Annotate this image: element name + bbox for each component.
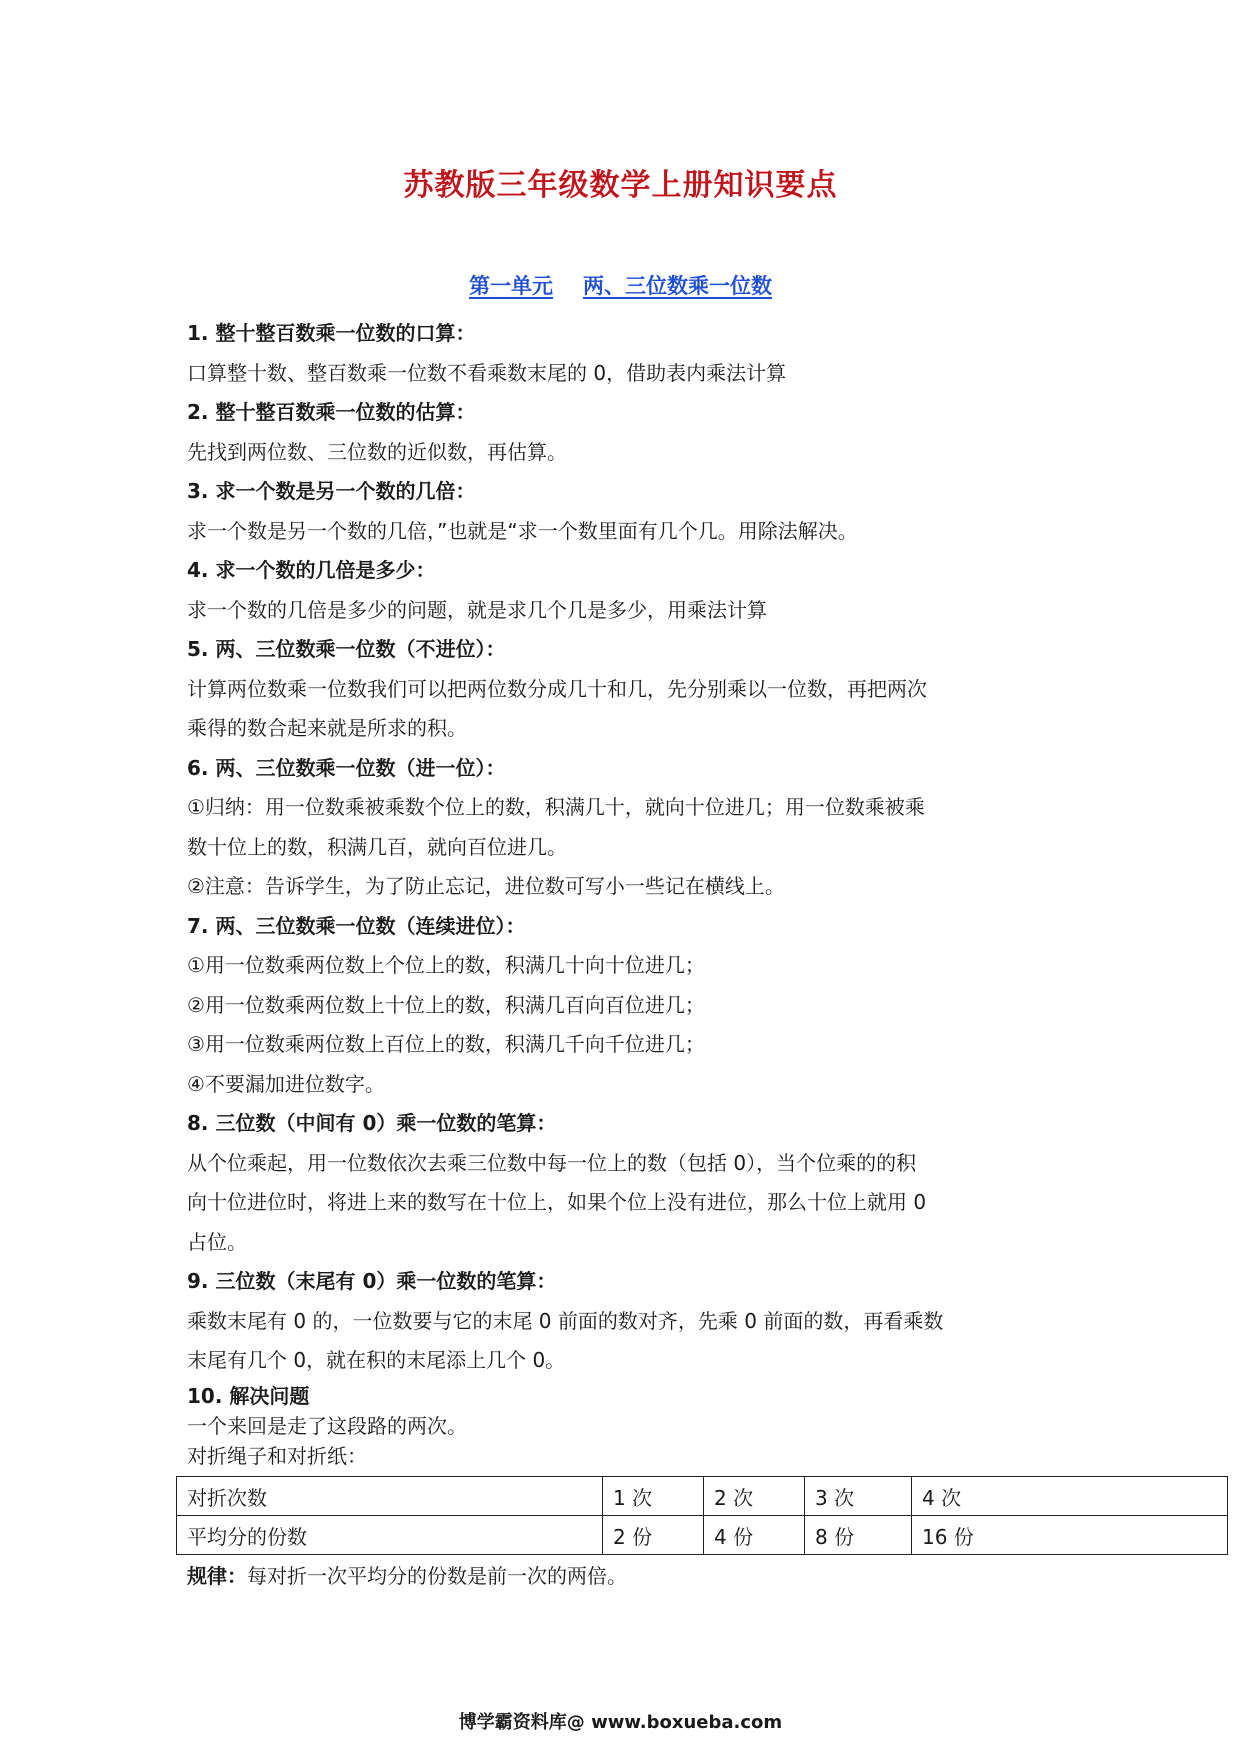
section-text: 从个位乘起，用一位数依次去乘三位数中每一位上的数（包括 0），当个位乘的的积 [187,1150,917,1175]
section-heading-3: 3. 求一个数是另一个数的几倍： [187,479,476,503]
section-text: 数十位上的数，积满几百，就向百位进几。 [187,834,567,859]
section-text: ②注意：告诉学生，为了防止忘记，进位数可写小一些记在横线上。 [187,874,785,898]
section-text: 一个来回是走了这段路的两次。 [187,1413,467,1438]
section-heading-1: 1. 整十整百数乘一位数的口算： [187,321,476,345]
table-cell: 1 次 [603,1477,704,1516]
section-text: 乘数末尾有 0 的，一位数要与它的末尾 0 前面的数对齐，先乘 0 前面的数，再看乘数 [187,1308,944,1333]
section-text: ④不要漏加进位数字。 [187,1071,385,1096]
section-text: 占位。 [187,1229,247,1254]
section-text: 求一个数是另一个数的几倍，”也就是“求一个数里面有几个几。用除法解决。 [187,518,858,543]
unit-name: 两、三位数乘一位数 [583,274,772,298]
section-heading-7: 7. 两、三位数乘一位数（连续进位）： [187,913,526,938]
section-text: 乘得的数合起来就是所求的积。 [187,716,467,740]
section-heading-5: 5. 两、三位数乘一位数（不进位）： [187,637,506,661]
table-cell: 3 次 [805,1477,912,1516]
rule-label: 规律： [187,1564,247,1588]
section-text: ③用一位数乘两位数上百位上的数，积满几千向千位进几； [187,1032,705,1056]
unit-number: 第一单元 [469,274,553,298]
table-row [177,1516,1228,1555]
table-cell: 2 次 [704,1477,805,1516]
document-title: 苏教版三年级数学上册知识要点 [403,168,838,203]
section-text: 对折绳子和对折纸： [187,1443,367,1468]
table-cell: 4 次 [912,1477,1228,1516]
table-cell: 8 份 [805,1516,912,1555]
section-heading-9: 9. 三位数（末尾有 0）乘一位数的笔算： [187,1269,557,1293]
knowledge-points [187,314,1067,1471]
table-row [177,1477,1228,1516]
section-text: 末尾有几个 0，就在积的末尾添上几个 0。 [187,1348,566,1372]
section-heading-8: 8. 三位数（中间有 0）乘一位数的笔算： [187,1111,557,1135]
section-text: 计算两位数乘一位数我们可以把两位数分成几十和几，先分别乘以一位数，再把两次 [187,676,927,701]
section-text: ①归纳：用一位数乘被乘数个位上的数，积满几十，就向十位进几；用一位数乘被乘 [187,795,925,819]
section-text: 向十位进位时，将进上来的数写在十位上，如果个位上没有进位，那么十位上就用 0 [187,1190,927,1214]
table-cell: 对折次数 [177,1477,603,1516]
section-heading-2: 2. 整十整百数乘一位数的估算： [187,400,476,424]
section-text: ①用一位数乘两位数上个位上的数，积满几十向十位进几； [187,953,705,977]
section-text: ②用一位数乘两位数上十位上的数，积满几百向百位进几； [187,992,705,1017]
section-text: 求一个数的几倍是多少的问题，就是求几个几是多少，用乘法计算 [187,597,767,622]
table-cell: 4 份 [704,1516,805,1555]
table-cell: 16 份 [912,1516,1228,1555]
section-heading-10: 10. 解决问题 [187,1383,310,1408]
table-cell: 2 份 [603,1516,704,1555]
unit-title [0,270,1241,300]
rule-line [187,1560,627,1589]
table-cell: 平均分的份数 [177,1516,603,1555]
folding-table [176,1476,1228,1555]
section-heading-4: 4. 求一个数的几倍是多少： [187,558,436,582]
section-heading-6: 6. 两、三位数乘一位数（进一位）： [187,755,506,780]
rule-text: 每对折一次平均分的份数是前一次的两倍。 [247,1564,627,1588]
section-text: 先找到两位数、三位数的近似数，再估算。 [187,439,567,464]
footer-watermark: 博学霸资料库@ www.boxueba.com [458,1712,783,1733]
section-text: 口算整十数、整百数乘一位数不看乘数末尾的 0，借助表内乘法计算 [187,360,787,385]
